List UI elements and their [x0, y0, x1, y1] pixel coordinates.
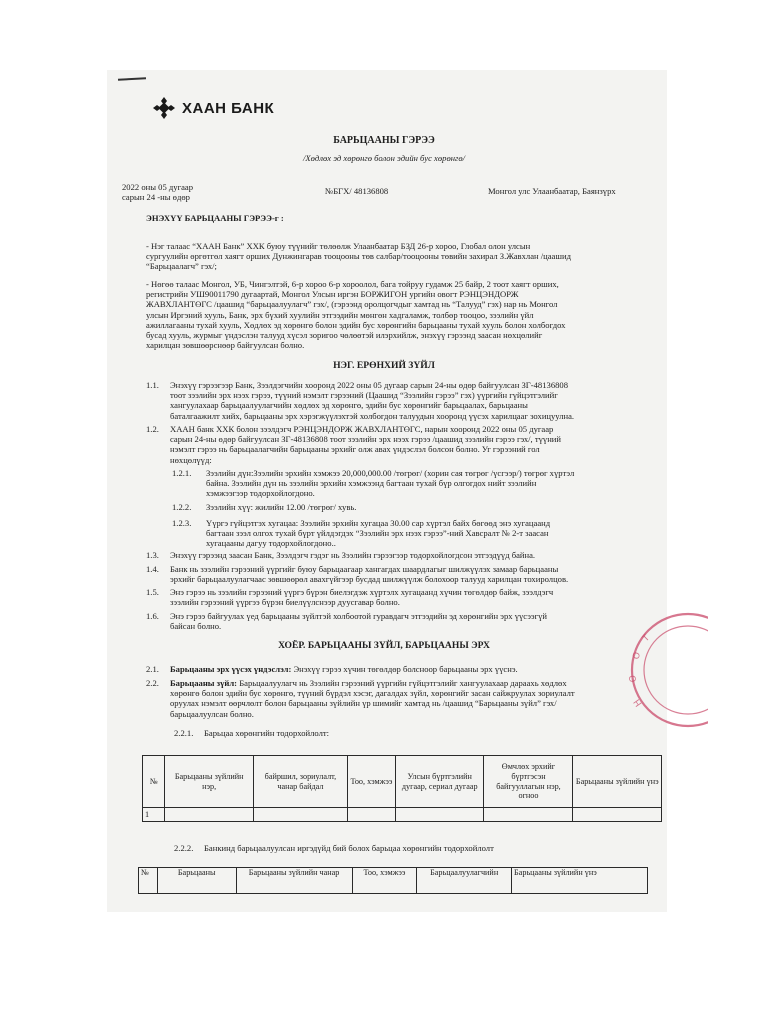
bank-logo: [152, 96, 274, 120]
clause-number: 1.2.2.: [172, 502, 192, 512]
contract-place: Монгол улс Улаанбаатар, Баянзүрх: [488, 186, 616, 196]
table-cell: [395, 808, 484, 822]
text-line: зээлийн гэрээний үүргээ бүрэн биелүүлснээр дуусгавар болно.: [170, 597, 400, 608]
svg-text:Т: Т: [641, 633, 653, 645]
clause-number: 2.1.: [146, 664, 159, 674]
clause-1-6: [170, 611, 646, 631]
pledge-assets-table: [142, 755, 662, 822]
table-header-cell: Барьцааны зүйлийн нэр,: [165, 756, 253, 808]
text-line: Энэхүү гэрээнд заасан Банк, Зээлдэгч гэдэг нь Зээлийн гэрээгээр тодорхойлогдсон этгээдүүд байна.: [170, 550, 536, 560]
text-line: бусад хууль, журмыг үндэслэн талууд хүсэл зоригоо чөлөөтэй илэрхийлж, энэхүү гэрээнд заасан нөхцөлийг: [146, 330, 543, 341]
clause-number: 1.4.: [146, 564, 159, 574]
party-2-paragraph: [146, 279, 644, 350]
table-header-cell: Тоо, хэмжээ: [347, 756, 395, 808]
table-header-cell: Тоо, хэмжээ: [352, 868, 417, 894]
clause-number: 2.2.1.: [174, 728, 194, 738]
clause-2-2-1: Барьцаа хөрөнгийн тодорхойлолт:: [204, 728, 330, 738]
svg-text:Н: Н: [632, 696, 645, 709]
text-line: - Нэг талаас “ХААН Банк” ХХК буюу түүнийг төлөөлж Улаанбаатар БЗД 26-р хороо, Глобал олон улсын: [146, 241, 531, 251]
clause-2-2-label: Барьцааны зүйл:: [170, 678, 238, 688]
table-row: [143, 808, 662, 822]
text-line: Зээлийн хүү: жилийн 12.00 /төгрөг/ хувь.: [206, 502, 357, 512]
text-line: сургуулийн өргөтгөл хаягт орших Дунжингарав тооцооны төв салбар/тооцооны төвийн захирал З.Жавхлан /цаашид: [146, 251, 571, 262]
text-line: Энэ гэрээ нь зээлийн гэрээний үүргэ бүрэн биелэгдэж хүртэлх хугацаанд хүчин төгөлдөр байж, зээлдэгч: [170, 587, 554, 597]
text-line: ХААН банк ХХК болон зээлдэгч РЭНЦЭНДОРЖ ЖАВХЛАНТӨГС, нарын хооронд 2022 оны 05 дугаар: [170, 424, 554, 434]
clause-number: 1.2.1.: [172, 468, 192, 478]
table-header-cell: Барьцаалуулагчийн: [417, 868, 512, 894]
text-line: нөхцөлүүд:: [170, 454, 212, 465]
document-subtitle: /Хөдлөх эд хөрөнгө болон эдийн бус хөрөнгө/: [302, 153, 466, 163]
table-header-cell: Барьцааны зүйлийн чанар: [236, 868, 352, 894]
table-cell: 1: [143, 808, 165, 822]
clause-1-2-1: [206, 468, 646, 499]
text-line: Энэ гэрээ байгуулах үед барьцааны зүйлтэй холбоотой гуравдагч этгээдийн эд хөрөнгийн эрх үүсээгүй: [170, 611, 548, 621]
text-line: ЖАВХЛАНТӨГС /цаашид “барьцаалуулагч” гэх/, (гэрээнд оролцогчдыг хамтад нь “Талууд” гэх) нар нь Монгол: [146, 299, 558, 310]
table-cell: [573, 808, 662, 822]
text-line: хангуулахаар барьцаалуулагчийн хөдлөх эд хөрөнгө, эдийн бус хөрөнгийг барьцаалах, барьцааны: [170, 400, 528, 411]
clause-number: 1.1.: [146, 380, 159, 390]
clause-1-2: [170, 424, 646, 465]
text-line: - Нөгөө талаас Монгол, УБ, Чингэлтэй, 6-р хороо 6-р хороолол, бага тойруу гудамж 25 байр, 2 тоот хаягт орших,: [146, 279, 559, 289]
text-line: хэмжээгээр тодорхойлогдоно.: [206, 488, 315, 499]
text-line: хөрөнгө болон эдийн бус хөрөнгө, түүний бүрдэл хэсэг, дагалдах зүйл, хөрөнгийг засан сайжруулах зориулалт: [170, 688, 575, 699]
text-line: [170, 678, 646, 688]
text-line: Энэхүү гэрээгээр Банк, Зээлдэгчийн хооронд 2022 оны 05 дугаар сарын 24-ны өдөр байгуулсан ЗГ-48136808: [170, 380, 569, 390]
table-header-row: [139, 868, 648, 894]
intro-heading: ЭНЭХҮҮ БАРЬЦААНЫ ГЭРЭЭ-г :: [146, 213, 284, 223]
clause-1-2-3: [206, 518, 646, 549]
section-2-heading: ХОЁР. БАРЬЦААНЫ ЗҮЙЛ, БАРЬЦААНЫ ЭРХ: [278, 640, 490, 651]
text-line: байна. Зээлийн дүн нь зээлийн эрхийн хэмжээнд багтаан тухай бүр олгогдох нийт зээлийн: [206, 478, 537, 489]
future-assets-table: [138, 867, 648, 894]
text-line: “Барьцаалагч” гэх/;: [146, 261, 217, 272]
text-line: ажиллагааны тухай хууль, Хөдлөх эд хөрөнгө болон эдийн бус хөрөнгийн барьцааны тухай хууль болон холбогдох: [146, 319, 566, 330]
clause-2-1-label: Барьцааны эрх үүсэх үндэслэл:: [170, 664, 292, 674]
clause-2-2-first-line: Барьцаалуулагч нь Зээлийн гэрээний үүргийн гүйцэтгэлийг хангуулахаар дараахь хөдлөх: [239, 678, 567, 688]
contract-number: №БГХ/ 48136808: [325, 186, 389, 196]
text-line: эрхийг барьцаалуулагчаас зөвшөөрөл авахгүйгээр бусдад шилжүүлж болохоор талууд харилцан тохиролцов.: [170, 574, 569, 585]
text-line: оруулах нэмэлт өөрчлөлт болон барьцааны зүйлийн үр шимийг хамтад нь /цаашид “Барьцааны зүйл” гэх/: [170, 698, 557, 709]
table-header-cell: Барьцааны зүйлийн үнэ: [573, 756, 662, 808]
table-header-row: [143, 756, 662, 808]
text-line: Үүргэ гүйцэтгэх хугацаа: Зээлийн эрхийн хугацаа 30.00 сар хүртэл байх бөгөөд энэ хугацаанд: [206, 518, 551, 528]
bank-name: ХААН БАНК: [182, 99, 275, 117]
clause-1-1: [170, 380, 646, 421]
clause-number: 1.3.: [146, 550, 159, 560]
clause-1-5: [170, 587, 646, 607]
table-header-cell: Улсын бүртгэлийн дугаар, сериал дугаар: [395, 756, 484, 808]
table-header-cell: Өмчлөх эрхийг бүртгэсэн байгууллагын нэр, огноо: [484, 756, 573, 808]
clause-number: 2.2.: [146, 678, 159, 688]
clause-number: 1.2.3.: [172, 518, 192, 528]
clause-2-1-text: Энэхүү гэрээ хүчин төгөлдөр болсноор барьцааны эрх үүснэ.: [293, 664, 518, 674]
text-line: хугацааны дагуу тодорхойлогдоно..: [206, 538, 336, 549]
text-line: сарын 24-ны өдөр байгуулсан ЗГ-48136808 тоот зээлийн эрх нээх гэрээ /цаашид зээлийн гэрээ гэх/, түүний: [170, 434, 561, 445]
text-line: харилцан зөвшөөрснөөр байгуулсан болно.: [146, 340, 305, 351]
text-line: улсын Иргэний хууль, Банк, эрх бүхий хуулийн этгээдийн мөнгөн хадгаламж, толбөр тооцоо, зээлийн үйл: [146, 309, 534, 320]
official-stamp: [618, 600, 708, 740]
clause-2-1: [170, 664, 518, 674]
text-line: байсан болно.: [170, 621, 222, 632]
table-cell: [253, 808, 347, 822]
text-line: Банк нь зээлийн гэрээний үүргийг буюу барьцаагаар хангагдах шаардлагыг шилжүүлэх замаар барьцааны: [170, 564, 559, 574]
document-title: БАРЬЦААНЫ ГЭРЭЭ: [333, 135, 435, 146]
bank-logo-icon: [152, 96, 176, 120]
clause-number: 1.6.: [146, 611, 159, 621]
date-line-2: сарын 24 -ны өдөр: [122, 192, 190, 202]
table-header-cell: Барьцааны зүйлийн үнэ: [512, 868, 648, 894]
clause-number: 1.2.: [146, 424, 159, 434]
text-line: нэмэлт гэрээ нь барьцаалагчийн барьцааны эрхийг олж авах үндэслэл болсон болно. Уг гэрээний гол: [170, 444, 540, 455]
clause-number: 1.5.: [146, 587, 159, 597]
table-header-cell: Барьцааны: [157, 868, 236, 894]
section-1-heading: НЭГ. ЕРӨНХИЙ ЗҮЙЛ: [333, 360, 435, 371]
clause-number: 2.2.2.: [174, 843, 194, 853]
table-header-cell: байршил, зориулалт, чанар байдал: [253, 756, 347, 808]
clause-1-3: [170, 550, 535, 560]
text-line: барьцаалуулсан болно.: [170, 708, 254, 719]
clause-2-2-2: Банкинд барьцаалуулсан иргэдүйд бий болох барьцаа хөрөнгийн тодорхойлолт: [204, 843, 494, 853]
text-line: тоот зээлийн эрх нээх гэрээ, түүний нэмэлт гэрээний (Цаашид “Зээлийн гэрээ” гэх) үүргийн гүйцэтгэлийг: [170, 390, 558, 401]
clause-2-2: [170, 678, 646, 719]
table-cell: [165, 808, 253, 822]
table-header-cell: №: [139, 868, 158, 894]
clause-1-2-2: [206, 502, 356, 512]
date-line-1: 2022 оны 05 дугаар: [122, 182, 194, 192]
svg-text:О: О: [628, 674, 639, 683]
clause-1-4: [170, 564, 646, 584]
table-cell: [347, 808, 395, 822]
stamp-seal-icon: [618, 600, 708, 740]
svg-text:О: О: [631, 650, 644, 662]
text-line: баталгаажилт хийх, барьцааны эрх хэрэгжүүлэхтэй холбогдон талуудын хооронд үүсэх харилцааг зохицуулна.: [170, 410, 575, 421]
table-header-cell: №: [143, 756, 165, 808]
text-line: багтаан зээл олгох тухай бүрт үйлдэгдэх “Зээлийн эрх нээх гэрээ”-ний Хавсралт № 2-т заасан: [206, 528, 549, 539]
table-cell: [484, 808, 573, 822]
text-line: Зээлийн дүн:Зээлийн эрхийн хэмжээ 20,000,000.00 /төгрөг/ (хорин сая төгрөг /үсгээр/) төгрөг хүртэл: [206, 468, 575, 478]
party-1-paragraph: [146, 241, 644, 272]
text-line: регистрийн УШ90011790 дугаартай, Монгол Улсын иргэн БОРЖИГОН ургийн овогт РЭНЦЭНДОРЖ: [146, 289, 519, 300]
